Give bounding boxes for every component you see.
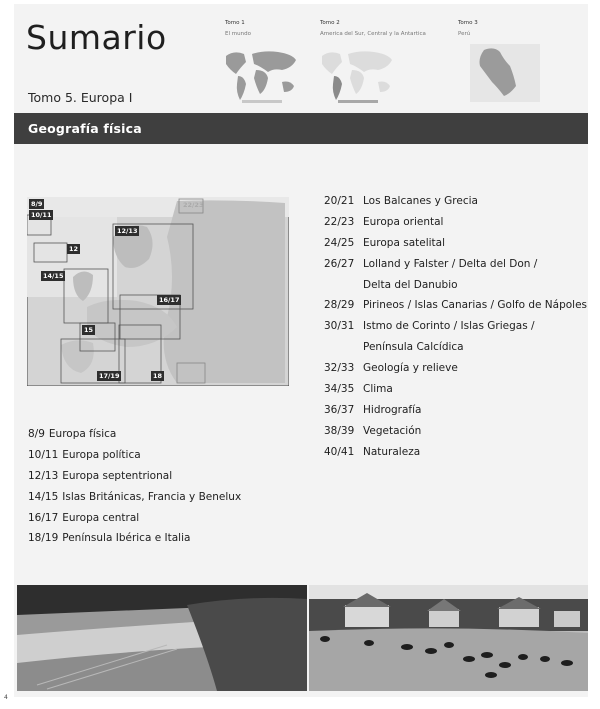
toc-item[interactable] (324, 237, 587, 258)
toc-item[interactable] (28, 449, 241, 470)
toc-pages: 24/25 (324, 236, 355, 249)
toc-pages: 10/11 (28, 448, 59, 461)
toc-title: Europa septentrional (62, 469, 173, 482)
toc-item[interactable] (324, 383, 587, 404)
tomo-2-label: Tomo 2 (320, 20, 340, 26)
toc-pages: 12/13 (28, 469, 59, 482)
toc-left-list (28, 428, 241, 553)
toc-title-continuation: Península Calcídica (363, 341, 464, 354)
map-tag-15[interactable]: 15 (84, 326, 94, 334)
toc-item[interactable] (324, 320, 587, 341)
toc-item-continuation[interactable] (324, 279, 587, 300)
toc-title: Naturaleza (363, 445, 421, 458)
toc-item[interactable] (324, 216, 587, 237)
toc-title: Istmo de Corinto / Islas Griegas / (363, 320, 535, 333)
toc-pages: 36/37 (324, 403, 355, 416)
toc-title: Europa central (62, 511, 140, 524)
map-tag-14-15[interactable]: 14/15 (43, 272, 64, 280)
toc-pages: 16/17 (28, 511, 59, 524)
toc-item[interactable] (28, 491, 241, 512)
toc-pages: 30/31 (324, 320, 355, 333)
map-tag-10-11[interactable]: 10/11 (31, 211, 52, 219)
tomo-1-card[interactable] (225, 20, 251, 37)
map-tag-16-17[interactable]: 16/17 (159, 296, 180, 304)
map-tag-17-19[interactable]: 17/19 (99, 372, 120, 380)
tomo-2-subtitle: America del Sur, Central y la Antartica (320, 31, 426, 37)
tomo-1-label: Tomo 1 (225, 20, 245, 26)
toc-title: Clima (363, 383, 393, 396)
toc-pages: 38/39 (324, 424, 355, 437)
toc-item-continuation[interactable] (324, 341, 587, 362)
europe-index-map (27, 197, 289, 386)
tomo-1-subtitle: El mundo (225, 31, 251, 37)
toc-item[interactable] (28, 470, 241, 491)
map-tag-12[interactable]: 12 (69, 245, 79, 253)
toc-title: Europa política (62, 448, 141, 461)
toc-title: Europa satelital (363, 236, 446, 249)
toc-title: Islas Británicas, Francia y Benelux (62, 490, 242, 503)
pasture-village-photo (309, 585, 588, 691)
toc-item[interactable] (28, 512, 241, 533)
map-tag-18[interactable]: 18 (153, 372, 163, 380)
toc-right-list (324, 195, 587, 467)
page-number: 4 (4, 694, 8, 701)
toc-pages: 40/41 (324, 445, 355, 458)
toc-title: Los Balcanes y Grecia (363, 195, 478, 207)
volume-subtitle: Tomo 5. Europa I (28, 90, 133, 105)
toc-title: Hidrografía (363, 403, 422, 416)
toc-title: Geología y relieve (363, 362, 458, 375)
toc-item[interactable] (28, 532, 241, 553)
toc-item[interactable] (324, 404, 587, 425)
toc-title: Europa oriental (363, 215, 444, 228)
toc-item[interactable] (324, 258, 587, 279)
page-title: Sumario (26, 18, 167, 57)
toc-item[interactable] (324, 425, 587, 446)
map-tag-8-9[interactable]: 8/9 (31, 200, 43, 208)
europe-map-graphic (27, 197, 289, 386)
toc-pages: 26/27 (324, 257, 355, 270)
toc-title: Lolland y Falster / Delta del Don / (363, 257, 538, 270)
section-header-bar (14, 113, 588, 144)
toc-pages: 28/29 (324, 299, 355, 312)
toc-pages: 20/21 (324, 195, 355, 207)
toc-pages: 22/23 (324, 215, 355, 228)
map-tag-12-13[interactable]: 12/13 (117, 227, 138, 235)
map-tag-22-23[interactable]: 22/23 (183, 201, 204, 209)
toc-pages: 34/35 (324, 383, 355, 396)
toc-title: Península Ibérica e Italia (62, 532, 191, 545)
toc-item[interactable] (324, 446, 587, 467)
toc-item[interactable] (324, 362, 587, 383)
toc-pages: 18/19 (28, 532, 59, 545)
toc-pages: 8/9 (28, 428, 45, 440)
toc-title-continuation: Delta del Danubio (363, 278, 458, 291)
tomo-2-card[interactable] (320, 20, 426, 37)
toc-title: Pirineos / Islas Canarias / Golfo de Nápoles (363, 299, 588, 312)
toc-pages: 32/33 (324, 362, 355, 375)
tomo-3-card[interactable] (458, 20, 478, 37)
toc-item[interactable] (324, 299, 587, 320)
section-title: Geografía física (28, 121, 142, 136)
world-map-thumbnail (222, 46, 298, 104)
toc-item[interactable] (324, 195, 587, 216)
tomo-3-label: Tomo 3 (458, 20, 478, 26)
south-america-map-thumbnail (318, 46, 394, 104)
peru-map-thumbnail (470, 44, 540, 102)
toc-item[interactable] (28, 428, 241, 449)
coastal-dunes-photo (17, 585, 307, 691)
toc-title: Europa física (48, 428, 117, 440)
tomo-3-subtitle: Perú (458, 31, 471, 37)
toc-pages: 14/15 (28, 490, 59, 503)
toc-title: Vegetación (363, 424, 422, 437)
